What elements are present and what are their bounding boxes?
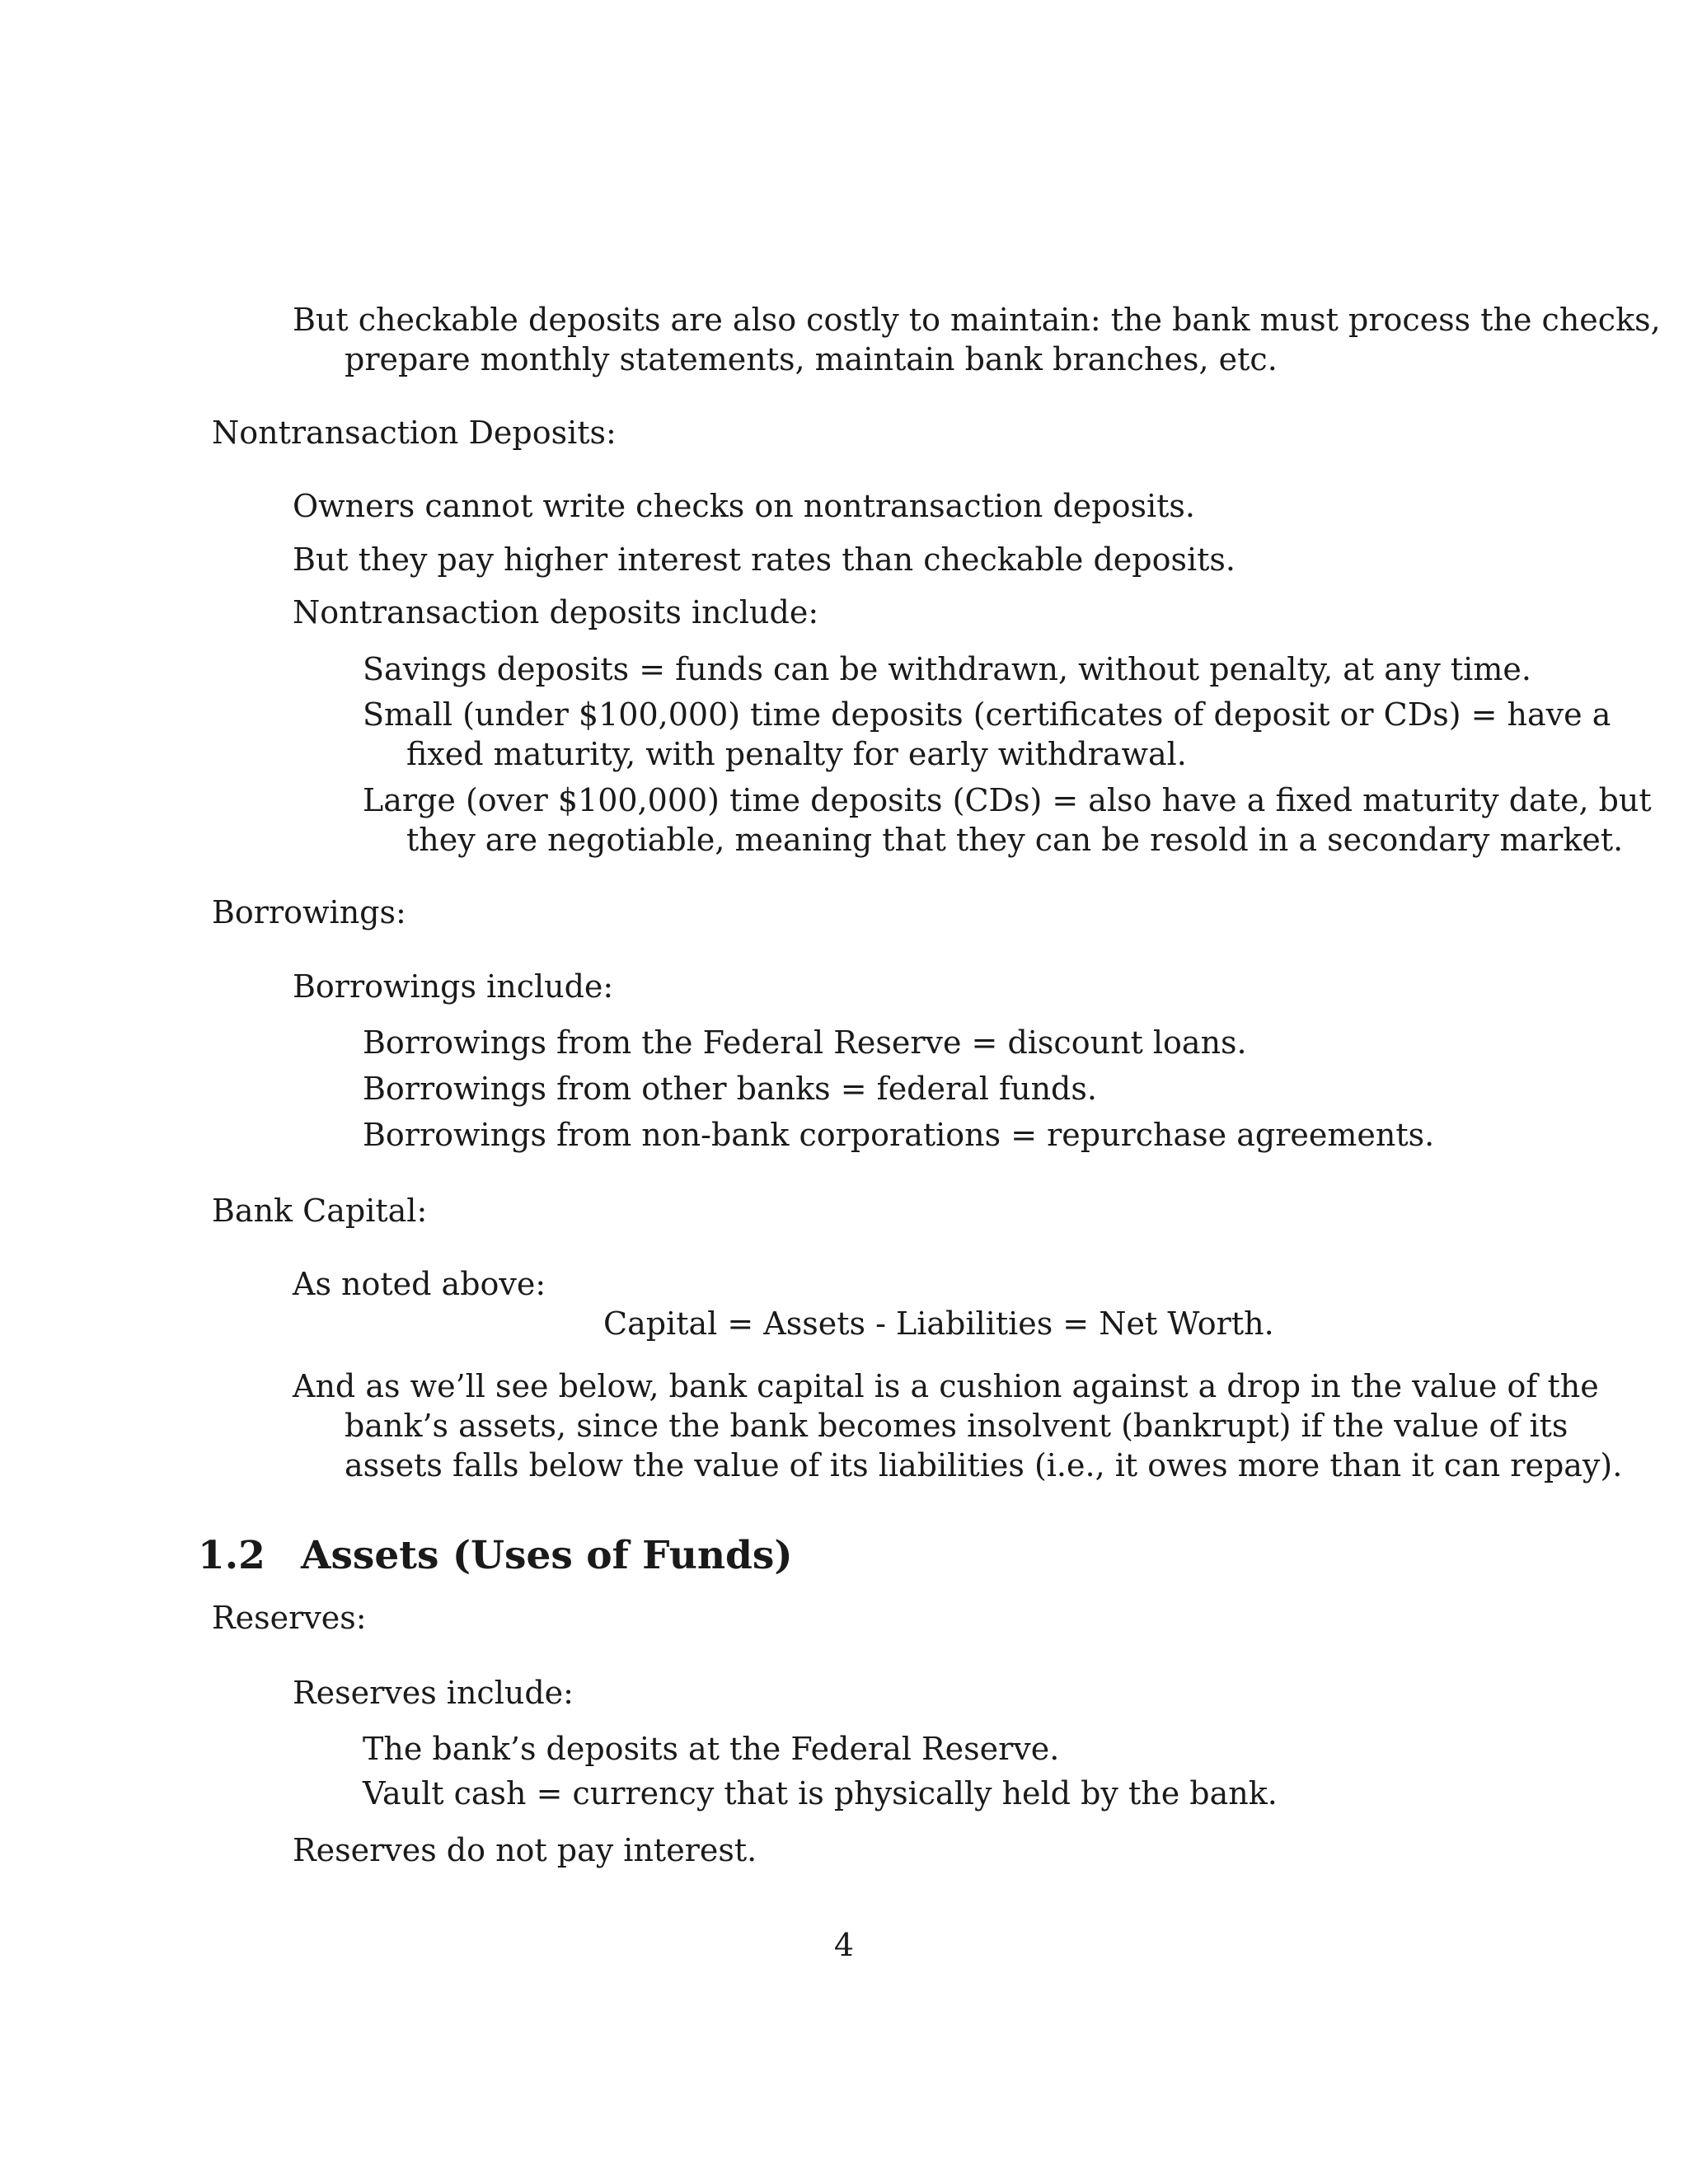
- capital-para-2-line: assets falls below the value of its liabilities (i.e., it owes more than it can repay).: [345, 1447, 1623, 1483]
- list-item: [363, 695, 1611, 774]
- reserves-heading: Reserves:: [212, 1600, 367, 1636]
- nontransaction-para-2: But they pay higher interest rates than checkable deposits.: [293, 541, 1236, 578]
- capital-para-2-line: bank’s assets, since the bank becomes insolvent (bankrupt) if the value of its: [345, 1408, 1568, 1444]
- capital-para-1: As noted above:: [293, 1266, 546, 1302]
- list-item-line: Savings deposits = funds can be withdrawn, without penalty, at any time.: [363, 651, 1531, 687]
- capital-para-2-line: And as we’ll see below, bank capital is a cushion against a drop in the value of the: [293, 1368, 1599, 1404]
- section-title: [198, 1533, 793, 1579]
- intro-line-2: prepare monthly statements, maintain bank branches, etc.: [345, 341, 1278, 377]
- list-item-line: they are negotiable, meaning that they can be resold in a secondary market.: [406, 822, 1624, 858]
- capital-para-2: [293, 1366, 1622, 1485]
- list-item-line: fixed maturity, with penalty for early withdrawal.: [406, 736, 1187, 772]
- borrowings-para-1: Borrowings include:: [293, 968, 614, 1005]
- capital-heading: Bank Capital:: [212, 1193, 428, 1229]
- reserves-para-1: Reserves include:: [293, 1675, 574, 1711]
- list-item: Vault cash = currency that is physically held by the bank.: [363, 1775, 1278, 1811]
- page-number: 4: [833, 1927, 855, 1963]
- borrowings-heading: Borrowings:: [212, 894, 406, 930]
- list-item-line: Small (under $100,000) time deposits (certificates of deposit or CDs) = have a: [363, 696, 1611, 733]
- capital-equation: Capital = Assets - Liabilities = Net Worth.: [603, 1305, 1274, 1342]
- nontransaction-para-1: Owners cannot write checks on nontransaction deposits.: [293, 488, 1195, 524]
- intro-line-1: But checkable deposits are also costly to maintain: the bank must process the checks,: [293, 302, 1661, 338]
- reserves-para-2: Reserves do not pay interest.: [293, 1832, 757, 1868]
- list-item-line: Large (over $100,000) time deposits (CDs) = also have a fixed maturity date, but: [363, 782, 1652, 818]
- intro-paragraph: [293, 300, 1661, 379]
- list-item: [363, 780, 1652, 860]
- list-item: [363, 649, 1531, 689]
- nontransaction-heading: Nontransaction Deposits:: [212, 415, 617, 451]
- nontransaction-para-3: Nontransaction deposits include:: [293, 594, 819, 630]
- list-item: Borrowings from the Federal Reserve = discount loans.: [363, 1024, 1247, 1061]
- list-item: Borrowings from non-bank corporations = repurchase agreements.: [363, 1117, 1435, 1153]
- list-item: The bank’s deposits at the Federal Reserve.: [363, 1731, 1060, 1767]
- list-item: Borrowings from other banks = federal funds.: [363, 1071, 1097, 1107]
- section-number: 1.2: [198, 1533, 265, 1578]
- section-heading-text: Assets (Uses of Funds): [301, 1533, 793, 1578]
